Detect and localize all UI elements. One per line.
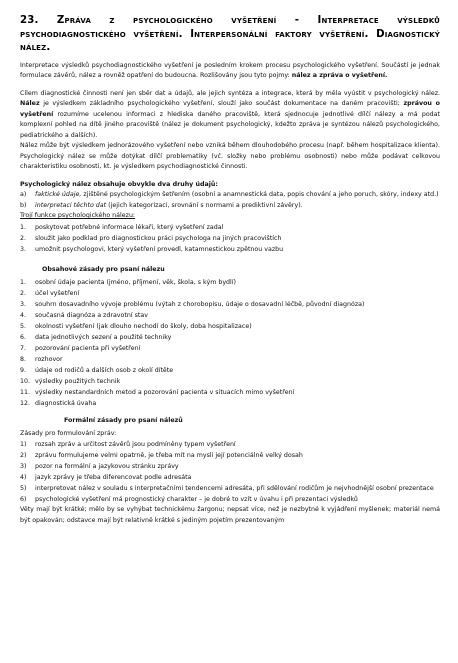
list-item (20, 376, 440, 387)
goal-text-b: je výsledkem základního psychologického vyšetření, slouží jako součást dokumentace na daném pracovišti; (39, 100, 404, 107)
list-text: okolnosti vyšetření (jak dlouho nechodí do školy, doba hospitalizace) (35, 323, 252, 330)
goal-bold-zprava: zprávou o vyšetření (20, 100, 440, 118)
list-number: 2. (20, 234, 27, 242)
list-item (20, 483, 440, 494)
goal-bold-nalez: Nález (20, 100, 40, 107)
types-item-italic: faktické údaje, (35, 191, 82, 198)
list-number: 6) (20, 496, 27, 503)
content-rules-heading: Obsahové zásady pro psaní nálezu (42, 265, 165, 273)
list-item (20, 277, 440, 288)
list-text: jazyk zprávy je třeba diferencovat podle adresáta (35, 474, 192, 481)
list-text: rozhovor (35, 356, 63, 363)
list-text: diagnostická úvaha (35, 400, 97, 407)
list-number: 9. (20, 367, 27, 374)
list-number: 10. (20, 378, 31, 385)
list-item (20, 222, 440, 233)
list-text: osobní údaje pacienta (jméno, příjmení, věk, škola, s kým bydlí) (35, 279, 237, 286)
list-text: výsledky použitých technik (35, 378, 121, 385)
list-number: 6. (20, 334, 27, 341)
list-item (20, 398, 440, 409)
list-item (20, 332, 440, 343)
list-text: pozorování pacienta při vyšetření (35, 345, 141, 352)
types-item-b (20, 201, 440, 212)
list-number: 1) (20, 441, 27, 448)
list-item (20, 299, 440, 310)
list-number: 4) (20, 474, 27, 481)
formal-rules-closing: Věty mají být krátké; mělo by se vyhýbat technickému žargonu; nepsat více, než je nezbytné k vyjádření myšlenek; materiál nemá být opakován; odstavce mají být relativně krátké s jediným pojetím prezentovaným (20, 506, 440, 524)
intro-paragraph (20, 61, 440, 82)
list-number: 5) (20, 485, 27, 492)
list-text: data jednotlivých sezení a použité techniky (35, 334, 172, 341)
formal-rules-lead: Zásady pro formulování zpráv: (20, 429, 117, 437)
list-item (20, 288, 440, 299)
list-item (20, 472, 440, 483)
list-number: 11. (20, 389, 31, 396)
list-item (20, 343, 440, 354)
list-number: 3. (20, 245, 27, 253)
list-item (20, 244, 440, 255)
types-item-text: (jejich kategorizaci, srovnání s normami a prediktivní závěry). (106, 201, 303, 209)
list-item (20, 450, 440, 461)
list-text: sloužit jako podklad pro diagnostickou práci psychologa na jiných pracovištích (35, 234, 282, 242)
types-item-text: zjištěné psychologickým šetřením (osobní a anamnestická data, popis chování a jeho poruch, skóry, indexy atd.) (81, 191, 439, 198)
list-item (20, 461, 440, 472)
list-text: rozsah zpráv a určitost závěrů jsou podmíněny typem vyšetření (35, 441, 236, 448)
list-text: výsledky nestandardních metod a pozorování pacienta v situacích mimo vyšetření (35, 389, 295, 396)
list-item (20, 387, 440, 398)
list-item (20, 365, 440, 376)
list-text: poskytovat potřebné informace lékaři, který vyšetření zadal (35, 223, 224, 231)
content-rules-list (20, 277, 440, 409)
list-text: souhrn dosavadního vývoje problému (výtah z chorobopisu, údaje o dosavadní léčbě, původní diagnóza) (35, 301, 365, 308)
page-title: 23. Zpráva z psychologického vyšetření - Interpretace výsledků psychodiagnostického vyšetření. Interpersonální faktory vyšetření. Diagnostický nález. (20, 15, 440, 53)
list-number: 8. (20, 356, 27, 363)
list-item (20, 354, 440, 365)
types-marker: b) (20, 201, 27, 209)
functions-list (20, 222, 440, 255)
formal-rules-heading: Formální zásady pro psaní nálezů (64, 417, 183, 424)
list-number: 4. (20, 312, 27, 319)
types-marker: a) (20, 191, 27, 198)
list-text: pozor na formální a jazykovou stránku zprávy (35, 463, 179, 470)
list-number: 3) (20, 463, 27, 470)
list-number: 5. (20, 323, 27, 330)
list-number: 1. (20, 279, 27, 286)
list-text: zprávu formulujeme velmi opatrně, je třeba mít na mysli její potenciálně velký dosah (35, 452, 303, 459)
types-item-italic: interpretaci těchto dat (35, 201, 107, 209)
list-text: účel vyšetření (35, 290, 80, 297)
list-item (20, 310, 440, 321)
intro-bold: nález a zpráva o vyšetření. (291, 72, 388, 79)
list-item (20, 439, 440, 450)
list-number: 7. (20, 345, 27, 352)
list-number: 3. (20, 301, 27, 308)
list-text: údaje od rodičů a dalších osob z okolí dítěte (35, 367, 174, 374)
goal-text-a: Cílem diagnostické činnosti není jen sběr dat a údajů, ale jejich syntéza a integrace, která by měla vyústit v psychologický nález. (20, 89, 440, 97)
goal-paragraph-2: Nález může být výsledkem jednorázového vyšetření nebo vzniká během dlouhodobého procesu (např. během hospitalizace klienta). Psychologický nález se může dotýkat dílčí problematiky (vč. složky nebo problému osobnosti) nebo může podávat celkovou charakteristiku osobnosti, kt. je výsledkem psychodiagnostické činnosti. (20, 142, 440, 170)
list-text: umožnit psychologovi, který vyšetření provedl, katamnestickou zpětnou vazbu (35, 245, 284, 253)
functions-heading: Trojí funkce psychologického nálezu: (20, 212, 136, 219)
types-heading: Psychologický nález obsahuje obvykle dva druhy údajů: (20, 180, 218, 188)
goal-text-c: rozumíme ucelenou informaci z hlediska daného pracoviště, která sjednocuje jednotlivé dílčí nálezy a má podat komplexní pohled na dítě jiného pracoviště (nález je dokument psychologický, kdežto zpráva je syntézou nálezů psychologického, pediatrického a dalších). (20, 110, 440, 139)
list-item (20, 321, 440, 332)
list-item (20, 233, 440, 244)
list-number: 12. (20, 400, 31, 407)
list-number: 2) (20, 452, 27, 459)
goal-paragraph (20, 89, 440, 142)
list-text: současná diagnóza a zdravotní stav (35, 312, 148, 319)
list-item (20, 494, 440, 505)
list-number: 2. (20, 290, 27, 297)
list-number: 1. (20, 223, 27, 231)
list-text: psychologické vyšetření má prognostický charakter – je dobré to vzít v úvahu i při prezentaci výsledků (35, 496, 358, 503)
types-item-a (20, 190, 440, 201)
intro-text: Interpretace výsledků psychodiagnostického vyšetření je posledním krokem procesu psychologického vyšetření. Součástí je jednak formulace závěrů, nález a rovněž opatření do budoucna. Rozlišovány jsou tyto pojmy: (20, 61, 440, 79)
list-text: interpretovat nález v souladu s interpretačními tendencemi adresáta, při sdělování rodičům je nejvhodnější osobní prezentace (35, 485, 434, 492)
formal-rules-list (20, 439, 440, 505)
